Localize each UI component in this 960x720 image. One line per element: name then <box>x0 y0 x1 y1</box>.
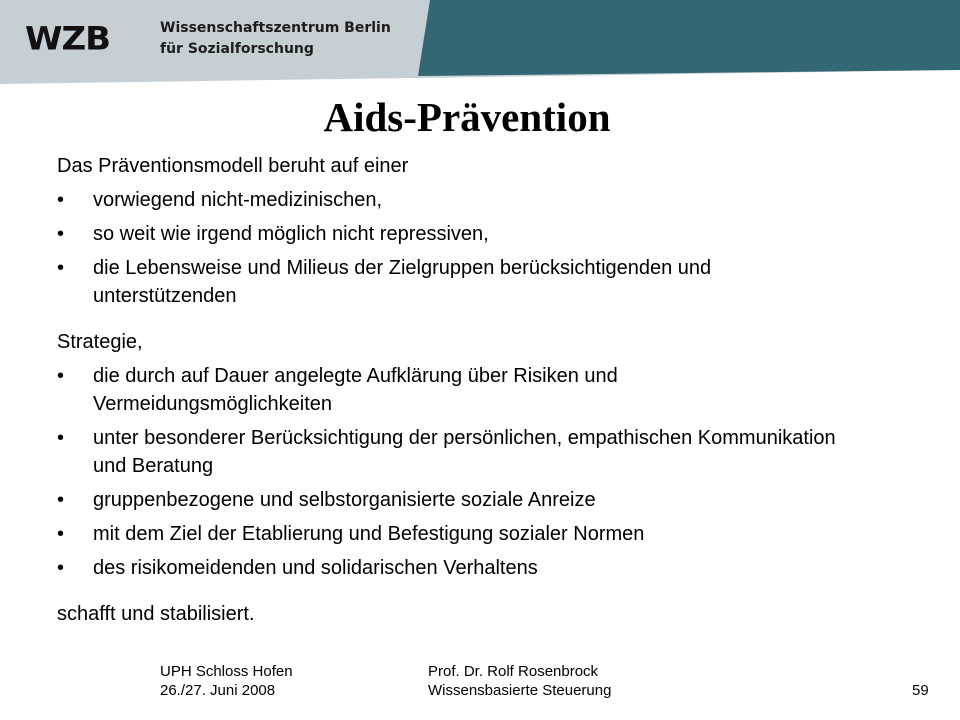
header-background <box>0 0 960 84</box>
list-item-text: die durch auf Dauer angelegte Aufklärung über Risiken und Vermeidungsmöglichkeiten <box>93 365 618 415</box>
page-number: 59 <box>912 682 929 699</box>
bullet-marker: • <box>57 557 65 579</box>
footer-venue <box>160 662 293 700</box>
list-item <box>57 254 847 310</box>
bullet-marker: • <box>57 489 65 511</box>
footer-date: 26./27. Juni 2008 <box>160 682 276 699</box>
institute-line-2: für Sozialforschung <box>160 41 314 57</box>
list-item <box>57 554 847 582</box>
strategy-text: Strategie, <box>57 331 143 353</box>
list-item <box>57 362 847 418</box>
list-item-text: so weit wie irgend möglich nicht repressiven, <box>93 223 489 245</box>
list-item <box>57 186 847 214</box>
header-banner <box>0 0 960 84</box>
list-item <box>57 486 847 514</box>
bullet-list-1 <box>57 186 847 310</box>
list-item-text: vorwiegend nicht-medizinischen, <box>93 189 383 211</box>
bullet-marker: • <box>57 427 65 449</box>
intro-text: Das Präventionsmodell beruht auf einer <box>57 155 409 177</box>
slide-title: Aids-Prävention <box>323 94 611 140</box>
footer-venue-name: UPH Schloss Hofen <box>160 663 293 680</box>
header-dark-band <box>418 0 960 76</box>
bullet-marker: • <box>57 523 65 545</box>
closing-text: schafft und stabilisiert. <box>57 603 255 625</box>
slide-body <box>57 152 847 628</box>
footer-author-name: Prof. Dr. Rolf Rosenbrock <box>428 663 599 680</box>
institute-line-1: Wissenschaftszentrum Berlin <box>160 20 391 36</box>
list-item-text: des risikomeidenden und solidarischen Verhaltens <box>93 557 538 579</box>
bullet-marker: • <box>57 365 65 387</box>
bullet-marker: • <box>57 257 65 279</box>
bullet-marker: • <box>57 189 65 211</box>
bullet-marker: • <box>57 223 65 245</box>
footer-author <box>428 662 611 700</box>
wzb-logo: WZB <box>25 20 111 58</box>
list-item-text: mit dem Ziel der Etablierung und Befestigung sozialer Normen <box>93 523 645 545</box>
list-item-text: die Lebensweise und Milieus der Zielgruppen berücksichtigenden und unterstützenden <box>93 257 712 307</box>
bullet-list-2 <box>57 362 847 582</box>
list-item <box>57 424 847 480</box>
institute-name <box>160 18 391 60</box>
list-item <box>57 520 847 548</box>
footer-talk-title: Wissensbasierte Steuerung <box>428 682 612 699</box>
list-item-text: gruppenbezogene und selbstorganisierte soziale Anreize <box>93 489 596 511</box>
list-item <box>57 220 847 248</box>
list-item-text: unter besonderer Berücksichtigung der persönlichen, empathischen Kommunikation und Beratung <box>93 427 836 477</box>
